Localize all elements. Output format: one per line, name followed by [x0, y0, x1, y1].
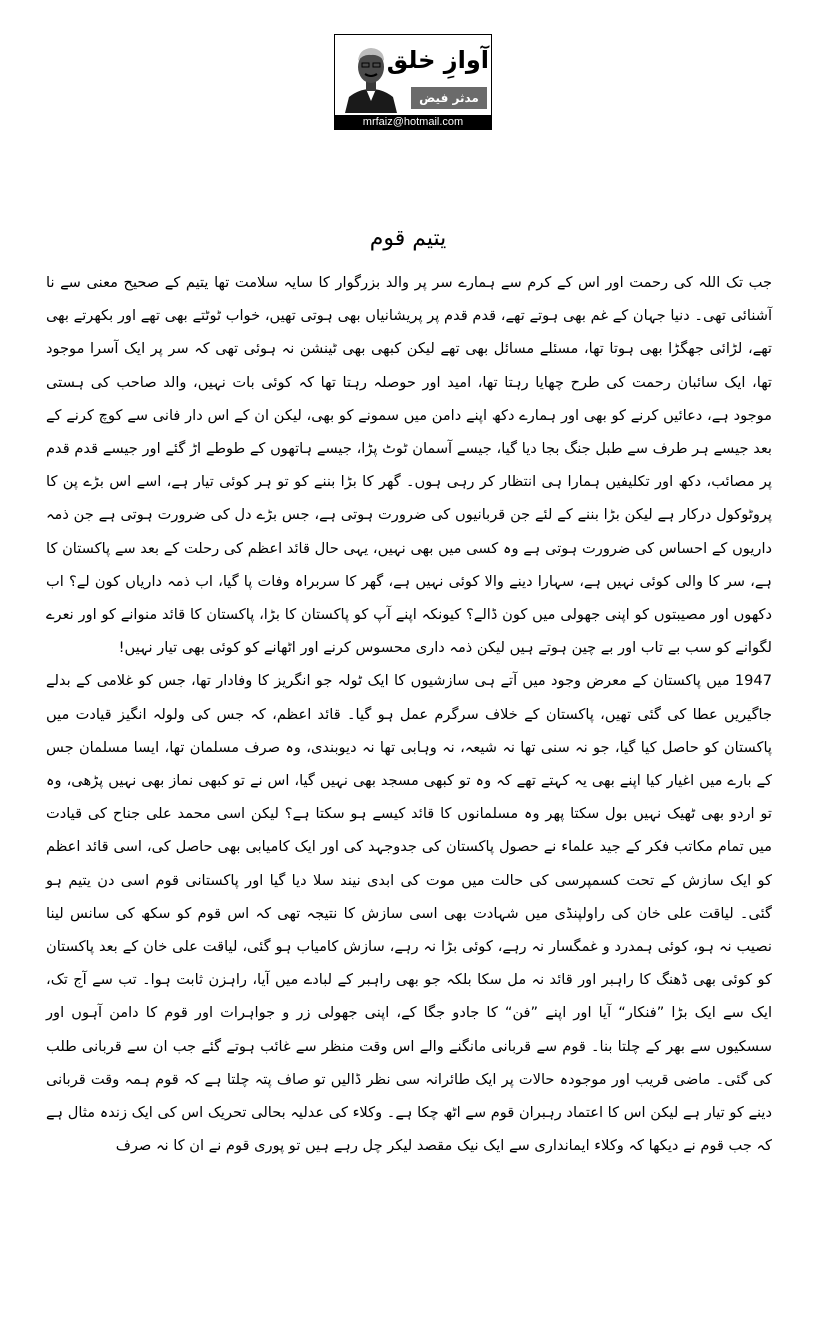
author-email[interactable]: mrfaiz@hotmail.com [335, 115, 491, 129]
article-body [46, 266, 772, 1162]
article-paragraph-1: جب تک اللہ کی رحمت اور اس کے کرم سے ہمارے سر پر والد بزرگوار کا سایہ سلامت تھا یتیم کے صحیح معنی سے نا آشنائی تھی۔ دنیا جہان کے غم بھی ہوتے تھے، قدم قدم پر پریشانیاں بھی ہوتی تھیں، خواب ٹوٹتے بھی تھے اور بکھرتے بھی تھے، لڑائی جھگڑا بھی ہوتا تھا، مسئلے مسائل بھی تھے لیکن کبھی بھی ٹینشن نہ ہوئی تھی کہ سر پر ایک آسرا موجود تھا، ایک سائبان رحمت کی طرح چھایا رہتا تھا، امید اور حوصلہ رہتا تھا کہ کوئی بات نہیں، والد صاحب کی ہستی موجود ہے، دعائیں کرنے کو بھی اور ہمارے دکھ اپنے دامن میں سمونے کو بھی، لیکن ان کے اس دار فانی سے کوچ کرنے کے بعد جیسے ہر طرف سے طبل جنگ بجا دیا گیا، جیسے آسمان ٹوٹ پڑا، جیسے ہاتھوں کے طوطے اڑ گئے اور جیسے قدم قدم پر مصائب، دکھ اور تکلیفیں ہمارا ہی انتظار کر رہی ہوں۔ گھر کا بڑا بننے کو تو ہر کوئی تیار ہے، اسے اس بڑے پن کا پروٹوکول درکار ہے لیکن بڑا بننے کے لئے جن قربانیوں کی ضرورت ہوتی ہے، جس بڑے دل کی ضرورت ہوتی ہے جن ذمہ داریوں کے احساس کی ضرورت ہوتی ہے وہ کسی میں بھی نہیں، یہی حال قائد اعظم کی رحلت کے بعد سے پاکستان کا ہے، سر کا والی کوئی نہیں ہے، سہارا دینے والا کوئی نہیں ہے، گھر کا سربراہ وفات پا گیا، اب ذمہ داریاں کون لے؟ اب دکھوں اور مصیبتوں کو اپنی جھولی میں کون ڈالے؟ کیونکہ اپنے آپ کو پاکستان کا بڑا، پاکستان کا قائد منوانے کو اور نعرے لگوانے کو سب بے تاب اور بے چین ہوتے ہیں لیکن ذمہ داری محسوس کرنے اور اٹھانے کو کوئی بھی تیار نہیں! [46, 274, 772, 657]
author-name: مدثر فیض [411, 87, 487, 109]
article-headline: یتیم قوم [369, 226, 447, 251]
article-paragraph-2: 1947 میں پاکستان کے معرض وجود میں آتے ہی سازشیوں کا ایک ٹولہ جو انگریز کا وفادار تھا، جس کو غلامی کے بدلے جاگیریں عطا کی گئی تھیں، پاکستان کے خلاف سرگرم عمل ہو گیا۔ قائد اعظم، کہ جس کی ولولہ انگیز قیادت میں پاکستان کو حاصل کیا گیا، جو نہ سنی تھا نہ شیعہ، نہ وہابی تھا نہ دیوبندی، وہ صرف مسلمان تھا، ایسا مسلمان جس کے بارے میں اغیار کیا اپنے بھی یہ کہتے تھے کہ وہ تو کبھی مسجد بھی نہیں گیا، اس نے تو کبھی نماز بھی نہیں پڑھی، وہ تو اردو بھی ٹھیک نہیں بول سکتا پھر وہ مسلمانوں کا قائد کیسے ہو سکتا ہے؟ لیکن اسی محمد علی جناح کی قیادت میں تمام مکاتب فکر کے جید علماء نے حصول پاکستان کی جدوجہد کی اور ایک کامیابی بھی حاصل کی، اسی قائد اعظم کو ایک سازش کے تحت کسمپرسی کی حالت میں موت کی ابدی نیند سلا دیا گیا اور پاکستانی قوم اسی دن یتیم ہو گئی۔ لیاقت علی خان کی راولپنڈی میں شہادت بھی اسی سازش کا نتیجہ تھی کہ اس قوم کو سکھ کی سانس لینا نصیب نہ ہو، کوئی ہمدرد و غمگسار نہ رہے، کوئی بڑا نہ رہے، سازش کامیاب ہو گئی، لیاقت علی خان کے بعد پاکستان کو کوئی بھی ڈھنگ کا راہبر اور قائد نہ مل سکا بلکہ جو بھی راہبر کے لبادے میں آیا، راہزن ثابت ہوا۔ تب سے آج تک، ایک سے ایک بڑا ”فنکار“ آیا اور اپنے ”فن“ کا جادو جگا کے، اپنی جھولی زر و جواہرات اور قوم کا دامن آہوں اور سسکیوں سے بھر کے چلتا بنا۔ قوم سے قربانی مانگنے والے اس وقت منظر سے غائب ہوتے گئے جب ان سے قربانی طلب کی گئی۔ ماضی قریب اور موجودہ حالات پر ایک طائرانہ سی نظر ڈالیں تو صاف پتہ چلتا ہے کہ قوم ہمہ وقت قربانی دینے کو تیار ہے لیکن اس کا اعتماد رہبران قوم سے اٹھ چکا ہے۔ وکلاء کی عدلیہ بحالی تحریک اس کی ایک زندہ مثال ہے کہ جب قوم نے دیکھا کہ وکلاء ایمانداری سے ایک نیک مقصد لیکر چل رہے ہیں تو پوری قوم نے ان کا نہ صرف [46, 672, 772, 1155]
column-masthead [334, 34, 492, 130]
column-title: آوازِ خلق [386, 46, 489, 74]
